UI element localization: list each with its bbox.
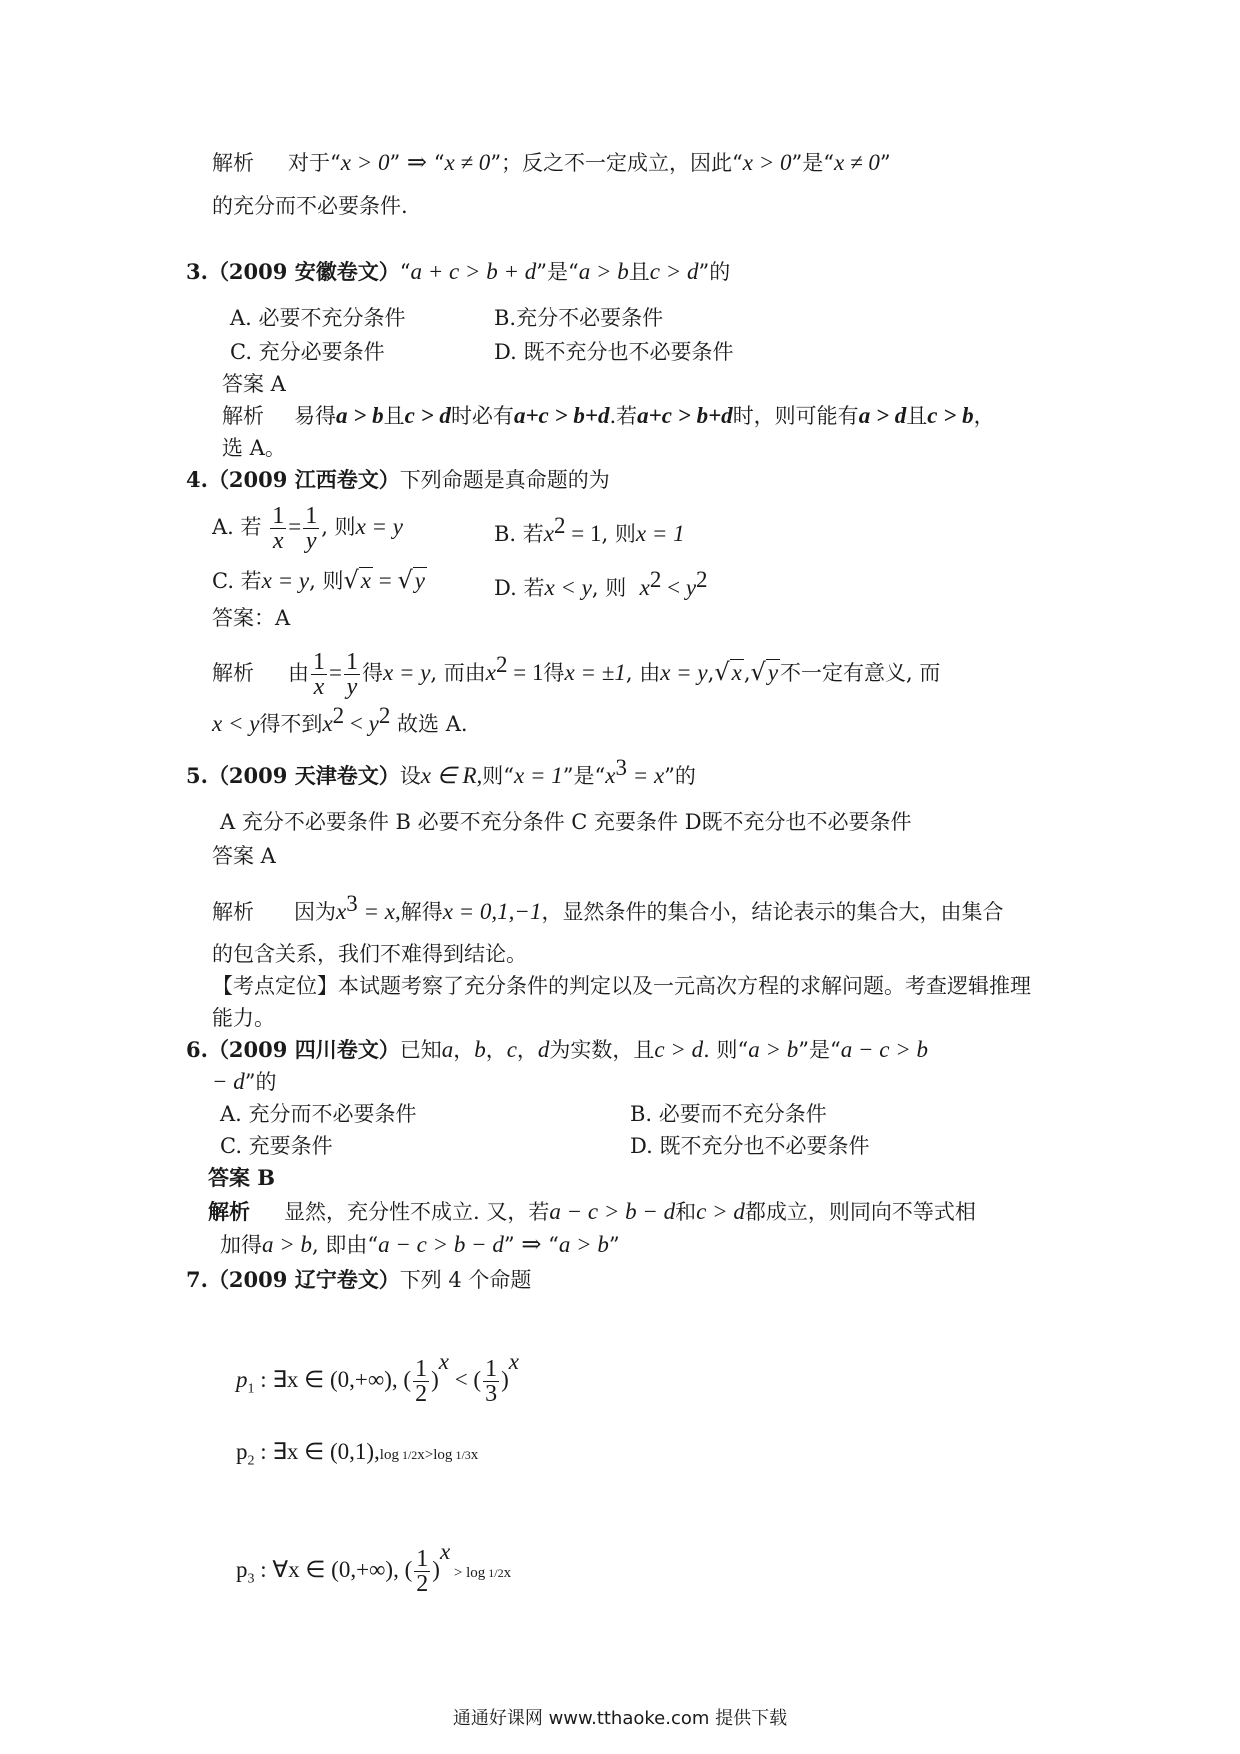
answer: 答案 A bbox=[212, 844, 276, 868]
math: a > b bbox=[558, 1232, 609, 1257]
analysis-label: 解析 bbox=[212, 151, 254, 175]
text: ”是“ bbox=[536, 260, 579, 284]
exponent: 3 bbox=[346, 891, 358, 916]
exponent: x bbox=[438, 1349, 449, 1374]
option-c: C. 若x = y, 则√x = √y bbox=[212, 566, 425, 594]
math: x bbox=[639, 575, 650, 600]
proposition-p1 bbox=[236, 1332, 519, 1420]
kaodian-line-2: 能力。 bbox=[212, 1006, 275, 1030]
math: x bbox=[503, 1565, 512, 1581]
text: ”的 bbox=[698, 260, 731, 284]
text: .若 bbox=[609, 404, 638, 428]
text: 不一定有意义, 而 bbox=[780, 661, 941, 685]
math: y bbox=[414, 568, 425, 593]
text: , 则 bbox=[321, 515, 356, 539]
math: > log bbox=[450, 1565, 486, 1581]
math: x = 1 bbox=[635, 521, 685, 546]
text: A. 若 bbox=[212, 515, 262, 539]
math: x ≠ 0 bbox=[834, 150, 880, 175]
text: “ bbox=[548, 1233, 559, 1257]
text: 则“ bbox=[482, 764, 514, 788]
analysis-line-2 bbox=[220, 1230, 620, 1259]
analysis-line-2: 的充分而不必要条件. bbox=[212, 194, 408, 218]
math: x bbox=[470, 1447, 479, 1463]
text: 得 bbox=[543, 661, 565, 685]
math: x > 0 bbox=[742, 150, 792, 175]
fraction bbox=[344, 650, 360, 699]
text: 时必有 bbox=[450, 404, 514, 428]
math: c > d bbox=[654, 1037, 704, 1062]
math: a − c > b − d bbox=[378, 1232, 504, 1257]
text: 易得 bbox=[294, 404, 336, 428]
math: = x bbox=[626, 763, 665, 788]
math: p bbox=[236, 1557, 248, 1582]
math: x = ±1 bbox=[564, 660, 626, 685]
math: y bbox=[685, 575, 697, 600]
math: x = y bbox=[261, 568, 310, 593]
text: ”是“ bbox=[798, 1038, 841, 1062]
text: 为实数，且 bbox=[549, 1038, 655, 1062]
question-source: （2009 四川卷文） bbox=[207, 1037, 400, 1062]
math: ) bbox=[432, 1557, 440, 1582]
math: 1/3 bbox=[452, 1448, 471, 1462]
question-3 bbox=[186, 258, 730, 286]
analysis bbox=[208, 1198, 976, 1226]
question-source: （2009 安徽卷文） bbox=[207, 259, 400, 284]
text: ” bbox=[608, 1233, 620, 1257]
numerator: 1 bbox=[415, 1356, 428, 1383]
text: , 则 bbox=[309, 569, 344, 593]
math: − d bbox=[212, 1069, 245, 1094]
subscript: 1 bbox=[247, 1381, 255, 1397]
question-source: （2009 辽宁卷文） bbox=[207, 1267, 400, 1292]
numerator: 1 bbox=[416, 1546, 429, 1573]
math: a+c > b+d bbox=[513, 403, 610, 428]
analysis-label: 解析 bbox=[222, 404, 264, 428]
option-d bbox=[494, 566, 708, 602]
question-5 bbox=[186, 754, 696, 790]
denominator: 2 bbox=[415, 1381, 428, 1408]
options: A 充分不必要条件 B 必要不充分条件 C 充要条件 D既不充分也不必要条件 bbox=[220, 810, 912, 834]
text: ，显然条件的集合小，结论表示的集合大，由集合 bbox=[541, 900, 1004, 924]
denominator: x bbox=[272, 528, 284, 554]
math: a − c > b bbox=[840, 1037, 929, 1062]
text: 已知 bbox=[399, 1038, 442, 1062]
page-footer: 通通好课网 www.tthaoke.com 提供下载 bbox=[452, 1708, 788, 1729]
text: ”是“ bbox=[562, 764, 606, 788]
math: x = 0,1,−1 bbox=[442, 899, 542, 924]
option-a: A. 必要不充分条件 bbox=[230, 306, 406, 330]
question-number: 6. bbox=[186, 1037, 208, 1062]
math: x bbox=[336, 899, 347, 924]
numerator: 1 bbox=[272, 503, 285, 529]
text: ”是“ bbox=[791, 151, 835, 175]
exponent: 3 bbox=[615, 755, 627, 780]
implies-arrow: ⇒ bbox=[521, 1230, 542, 1258]
proposition-p3 bbox=[236, 1522, 511, 1610]
text: 由 bbox=[288, 661, 309, 685]
text: 设 bbox=[399, 764, 421, 788]
text: ”的 bbox=[244, 1070, 277, 1094]
question-number: 4. bbox=[186, 467, 208, 492]
fraction bbox=[413, 1357, 429, 1406]
math: a > b bbox=[578, 259, 629, 284]
answer: 答案 A bbox=[222, 372, 286, 396]
text: 故选 A. bbox=[390, 712, 468, 736]
text: 得不到 bbox=[259, 712, 323, 736]
text: ” bbox=[879, 151, 891, 175]
math: y bbox=[368, 711, 379, 736]
text: ” bbox=[503, 1233, 515, 1257]
math: b bbox=[474, 1037, 486, 1062]
exponent: 2 bbox=[496, 652, 508, 677]
question-7 bbox=[186, 1266, 531, 1294]
kaodian-line-1: 【考点定位】本试题考察了充分条件的判定以及一元高次方程的求解问题。考查逻辑推理 bbox=[212, 974, 1031, 998]
text: , 即由“ bbox=[312, 1233, 379, 1257]
math: x ≠ 0 bbox=[444, 150, 491, 175]
text: ， bbox=[973, 404, 995, 428]
math: x = y bbox=[660, 660, 708, 685]
math: x bbox=[360, 568, 371, 593]
math: : ∃x ∈ (0,1), bbox=[254, 1439, 380, 1464]
text: 显然，充分性不成立. 又，若 bbox=[284, 1200, 550, 1224]
question-text: 下列命题是真命题的为 bbox=[399, 468, 610, 492]
option-b: B. 必要而不充分条件 bbox=[630, 1102, 827, 1126]
subscript: 2 bbox=[247, 1453, 255, 1469]
text: , 而由 bbox=[430, 661, 486, 685]
text: ”；反之不一定成立，因此“ bbox=[490, 151, 743, 175]
equals: = bbox=[372, 568, 398, 593]
text: ， bbox=[453, 1038, 475, 1062]
math: < ( bbox=[448, 1367, 482, 1392]
analysis-label: 解析 bbox=[212, 661, 254, 685]
math: x ∈ R, bbox=[420, 763, 483, 788]
math: ) bbox=[501, 1367, 509, 1392]
subscript: 3 bbox=[247, 1571, 255, 1587]
math: x bbox=[322, 711, 333, 736]
exponent: 2 bbox=[554, 513, 566, 538]
answer: 答案：A bbox=[212, 606, 291, 630]
text: ” bbox=[389, 151, 401, 175]
exponent: x bbox=[508, 1349, 519, 1374]
math: < bbox=[661, 575, 686, 600]
denominator: y bbox=[305, 528, 317, 554]
math: x bbox=[485, 660, 496, 685]
math: < bbox=[344, 711, 369, 736]
text: 和 bbox=[675, 1200, 697, 1224]
math: d bbox=[537, 1037, 550, 1062]
analysis-line-2 bbox=[212, 702, 468, 738]
text: ， bbox=[516, 1038, 538, 1062]
text: 都成立，则同向不等式相 bbox=[744, 1200, 976, 1224]
fraction bbox=[483, 1357, 499, 1406]
text: , 由 bbox=[625, 661, 661, 685]
math: = 1 bbox=[507, 660, 544, 685]
text: , bbox=[743, 661, 751, 685]
text: 时，则可能有 bbox=[732, 404, 859, 428]
math: a bbox=[441, 1037, 454, 1062]
question-number: 7. bbox=[186, 1267, 208, 1292]
math: x bbox=[543, 521, 555, 546]
text: , 则 bbox=[601, 522, 636, 546]
numerator: 1 bbox=[485, 1356, 498, 1383]
text: C. 若 bbox=[212, 569, 262, 593]
text: B. 若 bbox=[494, 522, 544, 546]
answer: 答案 B bbox=[208, 1165, 276, 1190]
fraction bbox=[414, 1547, 430, 1596]
option-c: C. 充要条件 bbox=[220, 1134, 333, 1158]
analysis bbox=[212, 890, 1003, 926]
denominator: y bbox=[346, 674, 358, 700]
text: 对于“ bbox=[288, 151, 341, 175]
text: 且 bbox=[628, 260, 650, 284]
math: a − c > b − d bbox=[549, 1199, 676, 1224]
exponent: 2 bbox=[649, 567, 662, 592]
math: x > 0 bbox=[340, 150, 390, 175]
math: a > d bbox=[858, 403, 907, 428]
text: 因为 bbox=[294, 900, 336, 924]
question-source: （2009 天津卷文） bbox=[207, 763, 400, 788]
text: 且 bbox=[906, 404, 928, 428]
analysis: 解析 由 $\frac{1}{x}$ = $\frac{1}{y}$ 得x = y, 而由$x^2 = 1$得x = ±1, 由x = y,√x,√y不一定有意义, 而 bbox=[212, 649, 941, 700]
text: ， bbox=[485, 1038, 507, 1062]
math: c bbox=[506, 1037, 517, 1062]
math: x>log bbox=[417, 1447, 453, 1463]
math: a + c > b + d bbox=[410, 259, 537, 284]
math: : ∃x ∈ (0,+∞), ( bbox=[254, 1367, 412, 1392]
math: a > b bbox=[262, 1232, 313, 1257]
text: “ bbox=[399, 260, 411, 284]
option-a: A. 充分而不必要条件 bbox=[220, 1102, 417, 1126]
math: a > b bbox=[336, 403, 384, 428]
denominator: x bbox=[313, 674, 325, 700]
math: x bbox=[731, 660, 742, 685]
option-d: D. 既不充分也不必要条件 bbox=[494, 340, 734, 364]
math: c > d bbox=[649, 259, 699, 284]
math: 1/2 bbox=[398, 1448, 418, 1462]
exponent: 2 bbox=[378, 703, 391, 728]
option-b: B.充分不必要条件 bbox=[494, 306, 664, 330]
text: . 则“ bbox=[703, 1038, 749, 1062]
analysis-label: 解析 bbox=[208, 1199, 250, 1224]
denominator: 2 bbox=[416, 1571, 429, 1598]
denominator: 3 bbox=[485, 1381, 498, 1408]
equals: = bbox=[329, 660, 342, 685]
analysis bbox=[222, 402, 995, 430]
equals: = bbox=[288, 514, 302, 539]
analysis-line-1 bbox=[212, 148, 891, 177]
question-6-line-2 bbox=[212, 1068, 277, 1096]
option-b bbox=[494, 512, 685, 548]
text: ”的 bbox=[664, 764, 696, 788]
math: c > b bbox=[927, 403, 974, 428]
proposition-p2 bbox=[236, 1438, 478, 1476]
math: x < y bbox=[212, 711, 260, 736]
text: 加得 bbox=[220, 1233, 262, 1257]
math: a > b bbox=[748, 1037, 799, 1062]
fraction bbox=[270, 504, 286, 553]
math: x = y bbox=[355, 514, 403, 539]
text: 且 bbox=[383, 404, 405, 428]
question-source: （2009 江西卷文） bbox=[207, 467, 400, 492]
text: “ bbox=[433, 151, 445, 175]
question-6 bbox=[186, 1036, 928, 1064]
numerator: 1 bbox=[345, 649, 358, 675]
math: x < y bbox=[544, 575, 592, 600]
text: 解得 bbox=[400, 900, 443, 924]
math: c > d bbox=[696, 1199, 745, 1224]
math: log bbox=[379, 1447, 399, 1463]
fraction bbox=[311, 650, 327, 699]
text: , bbox=[707, 661, 715, 685]
numerator: 1 bbox=[305, 503, 318, 529]
math: x bbox=[605, 763, 616, 788]
question-number: 5. bbox=[186, 763, 208, 788]
question-text: 下列 4 个命题 bbox=[399, 1268, 532, 1292]
math: = x, bbox=[357, 899, 401, 924]
numerator: 1 bbox=[313, 649, 325, 675]
math: a+c > b+d bbox=[637, 403, 733, 428]
fraction bbox=[303, 504, 319, 553]
math: : ∀x ∈ (0,+∞), ( bbox=[254, 1557, 413, 1582]
exponent: 2 bbox=[696, 567, 708, 592]
option-a bbox=[212, 502, 403, 553]
math: x = y bbox=[382, 660, 431, 685]
math: x = 1 bbox=[514, 763, 563, 788]
math: p bbox=[236, 1367, 248, 1392]
math: 1/2 bbox=[485, 1566, 504, 1580]
math: y bbox=[767, 660, 779, 685]
exponent: x bbox=[439, 1539, 451, 1564]
question-number: 3. bbox=[186, 259, 208, 284]
math: p bbox=[236, 1439, 248, 1464]
exponent: 2 bbox=[332, 703, 345, 728]
text: 得 bbox=[361, 661, 383, 685]
analysis-label: 解析 bbox=[212, 900, 254, 924]
analysis-line-2: 的包含关系，我们不难得到结论。 bbox=[212, 942, 527, 966]
question-4 bbox=[186, 466, 610, 494]
text: D. 若 bbox=[494, 576, 545, 600]
option-d: D. 既不充分也不必要条件 bbox=[630, 1134, 870, 1158]
implies-arrow: ⇒ bbox=[406, 148, 428, 176]
analysis-line-2: 选 A。 bbox=[222, 436, 286, 460]
math: ) bbox=[431, 1367, 439, 1392]
option-c: C. 充分必要条件 bbox=[230, 340, 385, 364]
math: c > d bbox=[404, 403, 451, 428]
math: = 1 bbox=[565, 521, 602, 546]
text: , 则 bbox=[591, 576, 627, 600]
